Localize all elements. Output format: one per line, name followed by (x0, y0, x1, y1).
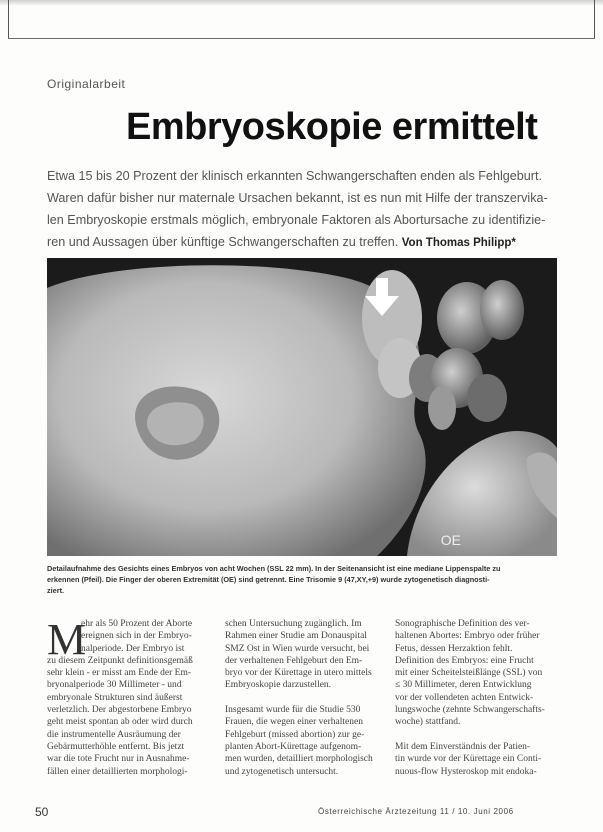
body-line: ehr als 50 Prozent der Aborte (81, 619, 193, 629)
body-line: war die tote Frucht nur in Ausnahme- (47, 754, 190, 765)
body-line: Gebärmutterhöhle entfernt. Bis jetzt (47, 741, 185, 752)
body-line: haltenen Abortes: Embryo oder früher (395, 631, 540, 642)
body-column-2 (225, 618, 385, 778)
article-headline: Embryoskopie ermittelt (126, 106, 538, 148)
body-line: ≤ 30 Millimeter, deren Entwicklung (395, 680, 532, 691)
figure-caption (47, 563, 561, 596)
body-line: men wurden, detailliert morphologisch (225, 754, 373, 765)
header-rule (8, 38, 595, 39)
body-line: zu diesem Zeitpunkt definitionsgemäß (47, 655, 193, 666)
lead-line: Etwa 15 bis 20 Prozent der klinisch erkannten Schwangerschaften enden als Fehlgeburt. (47, 169, 542, 183)
body-line: tin wurde vor der Kürettage ein Conti- (395, 754, 542, 765)
body-line: woche) stattfand. (395, 717, 461, 728)
body-line: sehr klein - er misst am Ende der Em- (47, 668, 192, 679)
body-line: mit einer Scheitelsteißlänge (SSL) von (395, 668, 543, 679)
page-number: 50 (35, 805, 49, 819)
body-column-3 (395, 618, 570, 778)
caption-line: erkennen (Pfeil). Die Finger der oberen Extremität (OE) sind getrennt. Eine Trisomie 9 (47,XY,+9) wurde zytogenetisch diagnosti- (47, 575, 490, 584)
byline: Von Thomas Philipp* (401, 237, 516, 249)
body-line: Rahmen einer Studie am Donauspital (225, 631, 367, 642)
caption-line: ziert. (47, 586, 65, 595)
body-line: lungswoche (zehnte Schwangerschafts- (395, 705, 545, 716)
section-label: Originalarbeit (47, 77, 126, 91)
body-line: der verhaltenen Fehlgeburt den Em- (225, 655, 363, 666)
crop-mark-left (8, 0, 9, 38)
body-line: Insgesamt wurde für die Studie 530 (225, 705, 361, 716)
body-line: Frauen, die wegen einer verhaltenen (225, 717, 363, 728)
body-line: embryonale Strukturen sind äußerst (47, 692, 183, 703)
crop-mark-right (594, 0, 595, 38)
body-line: verletzlich. Der abgestorbene Embryo (47, 705, 192, 716)
lead-paragraph (47, 165, 567, 254)
body-line: nuous-flow Hysteroskop mit endoka- (395, 766, 537, 777)
lead-line-last (47, 231, 567, 254)
body-line: Definition des Embryos: eine Frucht (395, 655, 534, 666)
body-line: vor der vollendeten achten Entwick- (395, 692, 534, 703)
body-line: schen Untersuchung zugänglich. Im (225, 619, 362, 629)
body-line: und zytogenetisch untersucht. (225, 766, 339, 777)
body-line: bryonalperiode 30 Millimeter - und (47, 680, 182, 691)
page-top-edge (0, 0, 603, 6)
embryo-image (47, 258, 557, 556)
body-line: Mit dem Einverständnis der Patien- (395, 741, 531, 752)
lead-line-text: ren und Aussagen über künftige Schwangerschaften zu treffen. (47, 235, 399, 249)
lead-line: len Embryoskopie erstmals möglich, embryonale Faktoren als Abortursache zu identifizie- (47, 213, 546, 227)
lead-line: Waren dafür bisher nur maternale Ursachen bekannt, ist es nun mit Hilfe der transzervika- (47, 191, 548, 205)
body-line: bryo vor der Kürettage in utero mittels (225, 668, 372, 679)
extremity-label: OE (440, 532, 461, 548)
body-line-spacer (225, 692, 385, 704)
body-line: fällen einer detaillierten morphologi- (47, 766, 188, 777)
drop-cap: M (47, 615, 87, 664)
caption-line: Detailaufnahme des Gesichts eines Embryos von acht Wochen (SSL 22 mm). In der Seitenansicht ist eine mediane Lippenspalte zu (47, 564, 501, 573)
body-line: Embryoskopie darzustellen. (225, 680, 332, 691)
body-line: geht meist spontan ab oder wird durch (47, 717, 193, 728)
body-line: Fehlgeburt (missed abortion) zur ge- (225, 729, 365, 740)
embryoscopy-photo (47, 258, 557, 556)
body-line-spacer (395, 729, 570, 741)
body-line: ereignen sich in der Embryo- (81, 631, 192, 642)
body-line: SMZ Ost in Wien wurde versucht, bei (225, 643, 370, 654)
body-line: die instrumentelle Ausräumung der (47, 729, 181, 740)
body-line: Sonographische Definition des ver- (395, 619, 530, 629)
body-line: nalperiode. Der Embryo ist (81, 643, 185, 654)
journal-footer: Österreichische Ärztezeitung 11 / 10. Juni 2006 (318, 807, 514, 816)
body-line: planten Abort-Kürettage aufgenom- (225, 741, 362, 752)
body-column-1 (47, 615, 193, 778)
body-line: Fetus, dessen Herzaktion fehlt. (395, 643, 513, 654)
